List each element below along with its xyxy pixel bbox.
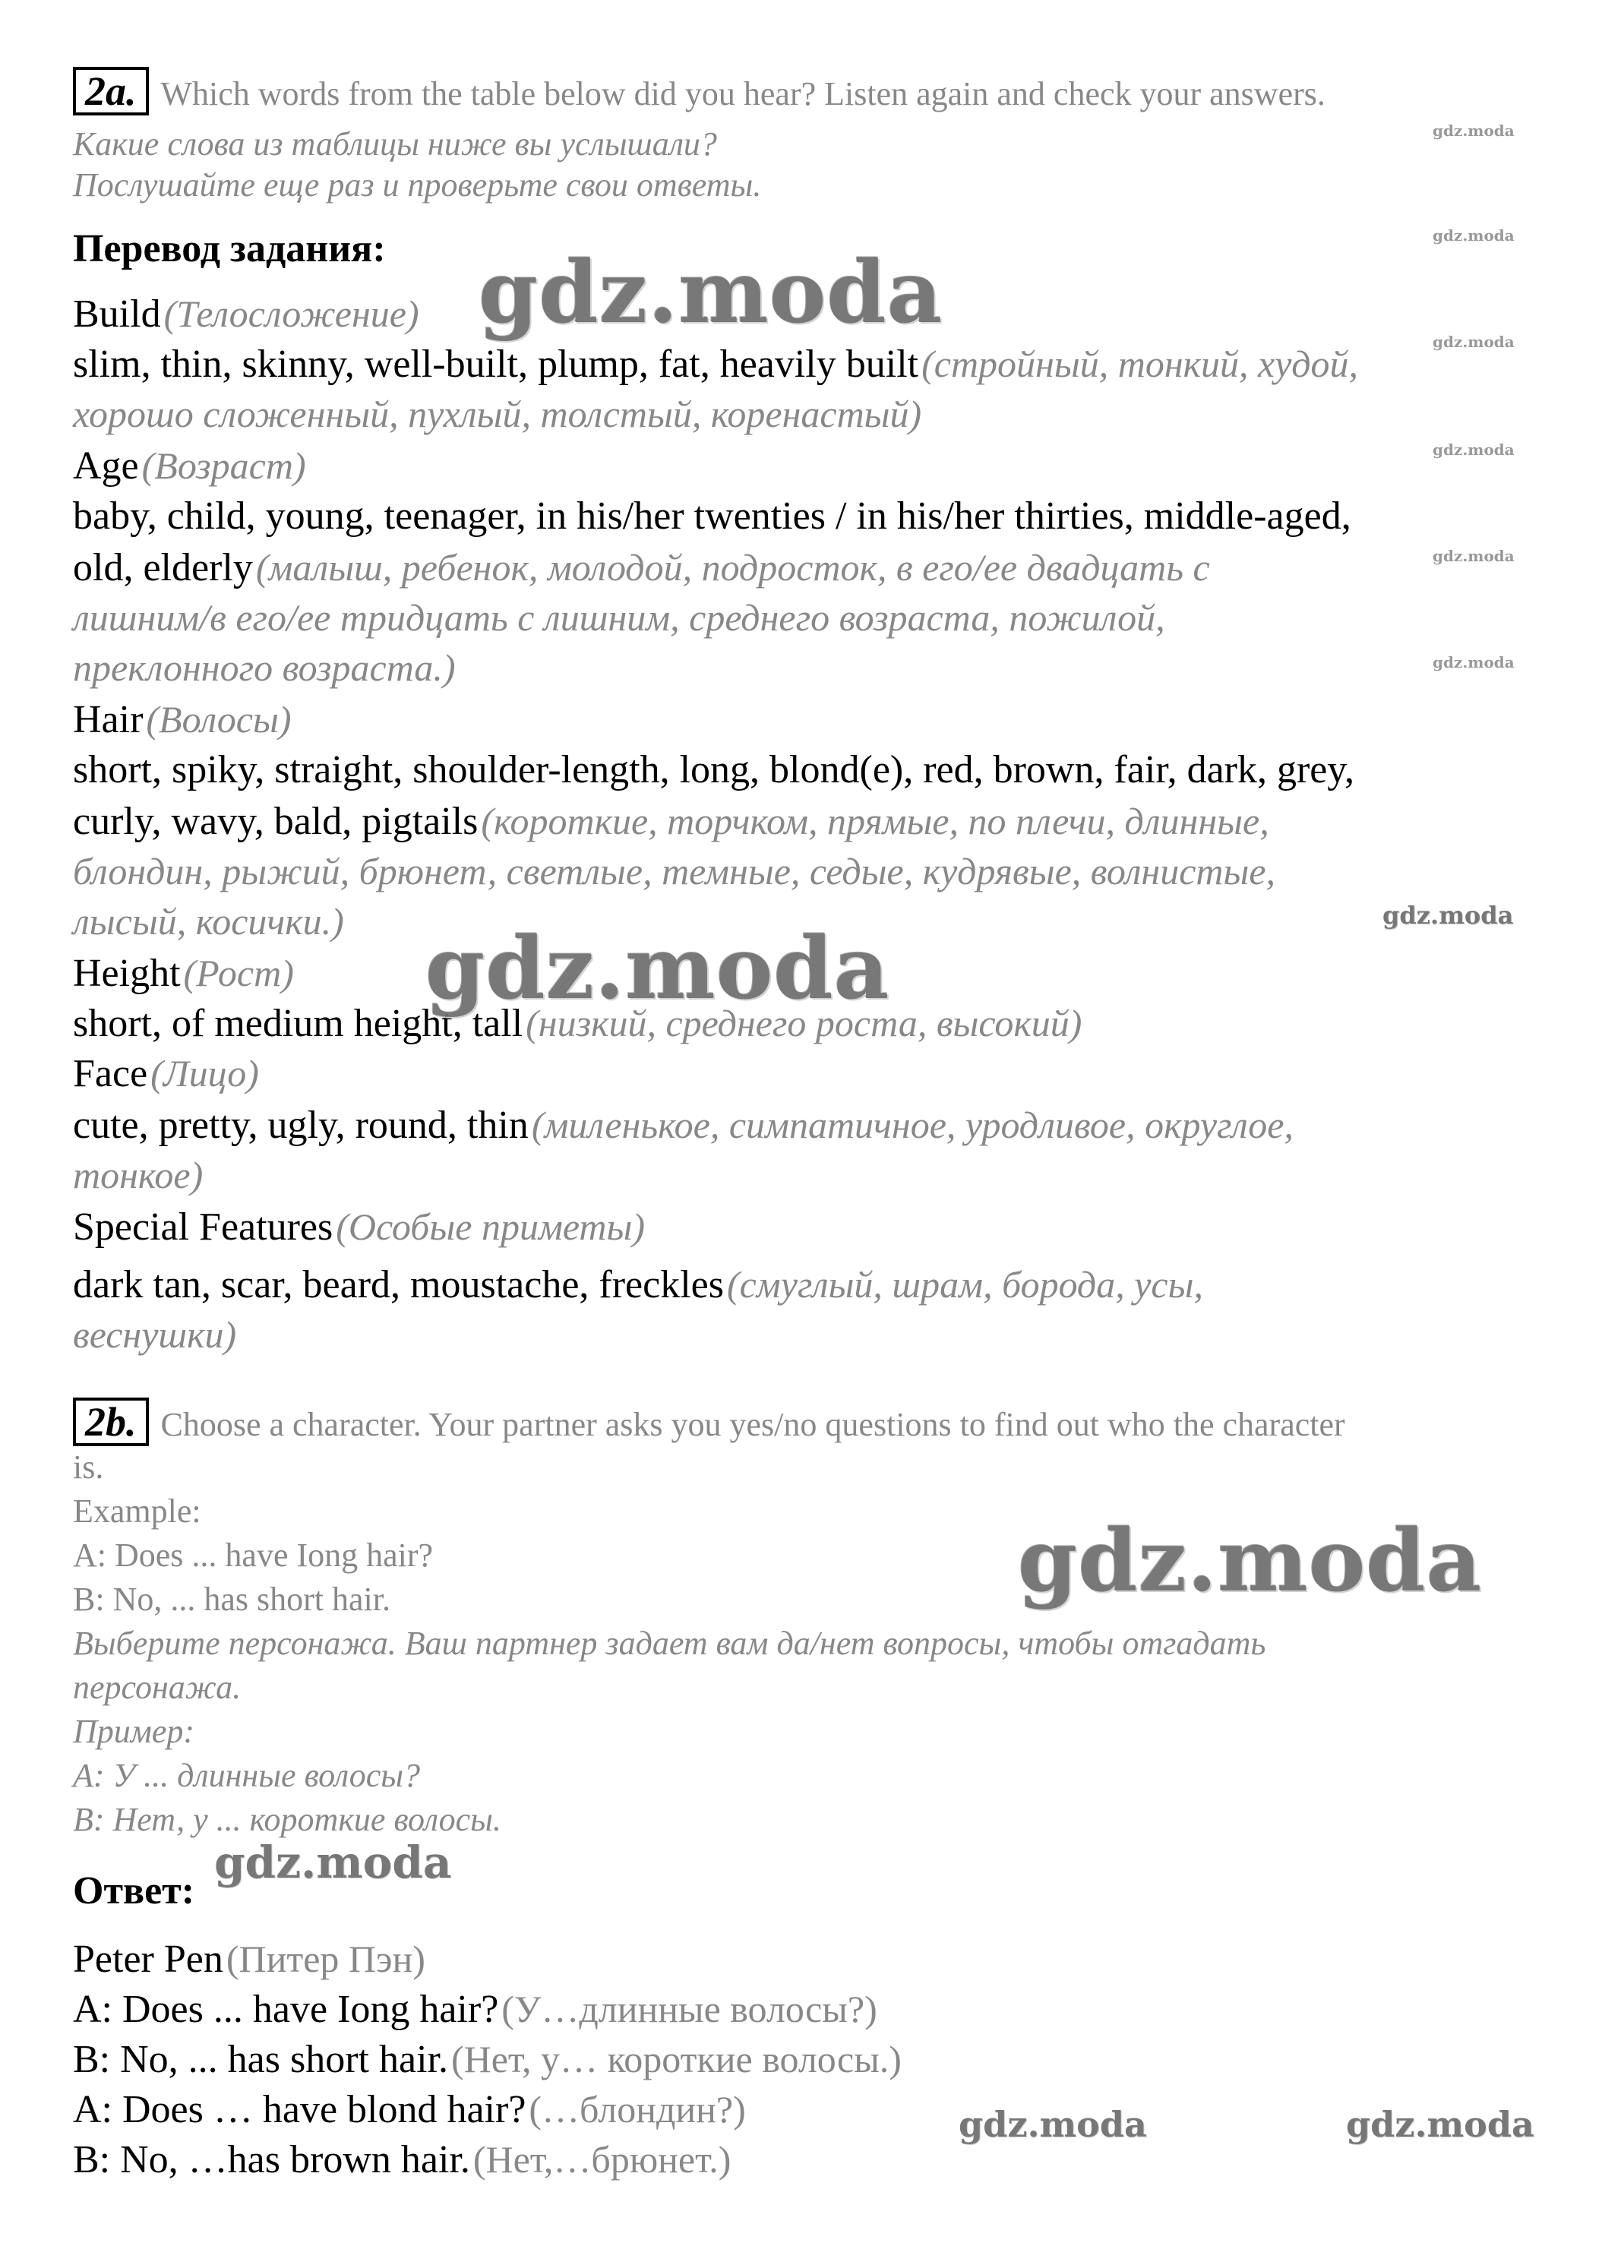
special-label: Special Features: [73, 1205, 333, 1249]
age-label-ru: (Возраст): [141, 444, 306, 487]
hair-label-ru: (Волосы): [146, 698, 292, 741]
special-label-ru: (Особые приметы): [336, 1205, 646, 1248]
answer-line-ru: (…блондин?): [529, 2088, 746, 2131]
age-words-2: old, elderly: [73, 546, 253, 589]
answer-line-en: A: Does … have blond hair?: [73, 2088, 526, 2131]
watermark: gdz.moda: [959, 2104, 1147, 2145]
hair-row: [73, 697, 291, 742]
hair-words-ru-3: лысый, косички.): [73, 900, 344, 943]
task-2a-instruction-ru-2: Послушайте еще раз и проверьте свои ответы.: [73, 166, 762, 204]
task-2b-instruction-en-2: is.: [73, 1448, 104, 1486]
task-2b-example-label: Example:: [73, 1493, 201, 1530]
age-label: Age: [73, 444, 139, 488]
answer-character: Peter Pen: [73, 1938, 223, 1981]
task-2b-instruction: [73, 1398, 1345, 1446]
height-words-ru: (низкий, среднего роста, высокий): [526, 1002, 1082, 1044]
answer-line-ru: (Нет, у… короткие волосы.): [450, 2038, 902, 2080]
watermark-small: gdz.moda: [1433, 547, 1515, 565]
task-2a-instruction-ru-1: Какие слова из таблицы ниже вы услышали?: [73, 125, 717, 163]
answer-line: [73, 2037, 902, 2082]
special-words-row: [73, 1262, 1203, 1307]
hair-words-1: short, spiky, straight, shoulder-length, long, blond(e), red, brown, fair, dark, grey,: [73, 748, 1354, 791]
task-2b-example-label-ru: Пример:: [73, 1713, 195, 1750]
height-row: [73, 951, 294, 996]
watermark: gdz.moda: [479, 243, 943, 343]
answer-character-ru: (Питер Пэн): [226, 1938, 425, 1980]
face-words-row: [73, 1103, 1294, 1148]
answer-line-ru: (Нет,…брюнет.): [472, 2138, 731, 2181]
height-words: short, of medium height, tall: [73, 1002, 523, 1045]
watermark-small: gdz.moda: [1433, 122, 1515, 140]
answer-line-en: B: No, ... has short hair.: [73, 2038, 448, 2081]
build-words-row: [73, 342, 1358, 387]
build-words-ru-1: (стройный, тонкий, худой,: [921, 343, 1359, 385]
answer-line: [73, 1987, 877, 2032]
hair-label: Hair: [73, 698, 144, 741]
face-words-ru-2: тонкое): [73, 1154, 204, 1196]
face-words: cute, pretty, ugly, round, thin: [73, 1104, 529, 1147]
build-words-ru-2: хорошо сложенный, пухлый, толстый, коренастый): [73, 393, 922, 435]
task-2b-instruction-en-1: Choose a character. Your partner asks you yes/no questions to find out who the character: [160, 1406, 1345, 1443]
task-2a-label: 2a.: [73, 67, 149, 115]
task-2b-example-a: A: Does ... have Iong hair?: [73, 1537, 434, 1574]
task-2b-example-b: B: No, ... has short hair.: [73, 1581, 390, 1618]
build-row: [73, 292, 419, 336]
task-2b-example-a-ru: A: У ... длинные волосы?: [73, 1757, 421, 1794]
special-row: [73, 1205, 645, 1249]
answer-line: [73, 2087, 746, 2132]
height-label: Height: [73, 952, 181, 995]
answer-line-ru: (У…длинные волосы?): [501, 1988, 877, 2030]
special-words: dark tan, scar, beard, moustache, freckles: [73, 1263, 724, 1306]
face-label: Face: [73, 1052, 148, 1095]
watermark: gdz.moda: [425, 919, 890, 1019]
task-2a-instruction: [73, 67, 1325, 115]
age-words-row-2: [73, 545, 1210, 590]
age-words-ru-2: лишним/в его/ее тридцать с лишним, среднего возраста, пожилой,: [73, 596, 1165, 639]
special-words-ru-2: веснушки): [73, 1313, 237, 1356]
build-label: Build: [73, 292, 161, 336]
hair-words-2: curly, wavy, bald, pigtails: [73, 800, 479, 843]
hair-words-row-2: [73, 799, 1269, 844]
watermark-small: gdz.moda: [1433, 441, 1515, 459]
face-words-ru-1: (миленькое, симпатичное, уродливое, округлое,: [531, 1104, 1294, 1146]
watermark: gdz.moda: [1346, 2104, 1534, 2145]
watermark: gdz.moda: [1018, 1511, 1483, 1611]
task-2b-example-b-ru: B: Нет, у ... короткие волосы.: [73, 1801, 501, 1838]
translation-heading: Перевод задания:: [73, 227, 386, 270]
watermark-small: gdz.moda: [1433, 226, 1515, 245]
watermark-small: gdz.moda: [1433, 653, 1515, 671]
answer-line-en: A: Does ... have Iong hair?: [73, 1988, 499, 2031]
age-words-1: baby, child, young, teenager, in his/her twenties / in his/her thirties, middle-aged,: [73, 494, 1351, 538]
age-words-ru-3: преклонного возраста.): [73, 646, 456, 689]
age-row: [73, 444, 306, 488]
watermark: gdz.moda: [214, 1837, 452, 1888]
face-row: [73, 1051, 259, 1096]
watermark-small: gdz.moda: [1433, 333, 1515, 351]
task-2b-label: 2b.: [73, 1398, 149, 1446]
build-label-ru: (Телосложение): [163, 292, 419, 335]
task-2a-instruction-en: Which words from the table below did you hear? Listen again and check your answers.: [160, 75, 1325, 112]
build-words: slim, thin, skinny, well-built, plump, fat, heavily built: [73, 343, 919, 386]
watermark: gdz.moda: [1382, 901, 1514, 930]
special-words-ru-1: (смуглый, шрам, борода, усы,: [726, 1263, 1203, 1306]
height-label-ru: (Рост): [183, 952, 294, 994]
task-2b-instruction-ru-2: персонажа.: [73, 1669, 242, 1706]
answer-character-row: [73, 1937, 425, 1982]
hair-words-ru-2: блондин, рыжий, брюнет, светлые, темные, седые, кудрявые, волнистые,: [73, 850, 1276, 892]
hair-words-ru-1: (короткие, торчком, прямые, по плечи, длинные,: [481, 800, 1269, 842]
answer-line: [73, 2137, 731, 2182]
answer-line-en: B: No, …has brown hair.: [73, 2138, 470, 2181]
answer-heading: Ответ:: [73, 1869, 195, 1913]
age-words-ru-1: (малыш, ребенок, молодой, подросток, в его/ее двадцать с: [255, 546, 1210, 589]
face-label-ru: (Лицо): [150, 1052, 259, 1095]
task-2b-instruction-ru-1: Выберите персонажа. Ваш партнер задает вам да/нет вопросы, чтобы отгадать: [73, 1625, 1266, 1662]
